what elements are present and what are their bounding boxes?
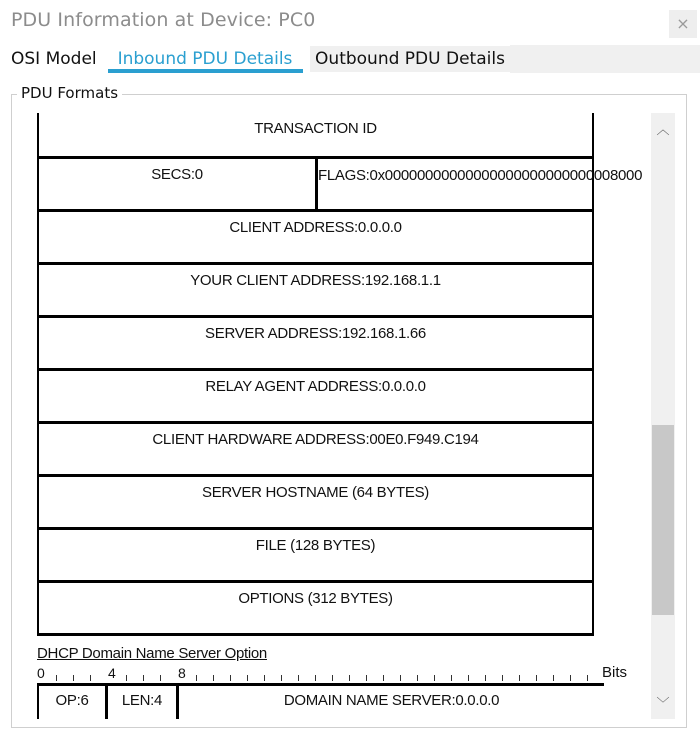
field-transaction-id: TRANSACTION ID — [254, 120, 377, 137]
ruler-label-4: 4 — [108, 665, 116, 681]
dhcp-pdu-diagram — [37, 113, 643, 636]
ruler-tick — [519, 675, 520, 681]
pdu-formats-label: PDU Formats — [17, 84, 122, 102]
ruler-tick — [400, 675, 401, 681]
ruler-tick — [366, 675, 367, 681]
ruler-tick — [281, 675, 282, 681]
ruler-tick — [213, 675, 214, 681]
ruler-tick — [536, 675, 537, 681]
ruler-tick — [502, 675, 503, 681]
bits-label: Bits — [602, 664, 628, 681]
field-file: FILE (128 BYTES) — [255, 537, 376, 554]
scrollbar-thumb[interactable] — [652, 425, 674, 615]
ruler-tick — [570, 675, 571, 681]
field-flags: FLAGS:0x00000000000000000000000000008000 — [318, 167, 643, 184]
field-secs: SECS:0 — [151, 166, 203, 183]
field-client-hardware-address: CLIENT HARDWARE ADDRESS:00E0.F949.C194 — [152, 431, 479, 448]
ruler-tick — [553, 675, 554, 681]
field-your-client-address: YOUR CLIENT ADDRESS:192.168.1.1 — [190, 272, 441, 289]
ruler-tick — [56, 675, 57, 681]
active-tab-indicator — [108, 69, 303, 73]
ruler-tick — [126, 675, 127, 681]
ruler-tick — [417, 675, 418, 681]
ruler-tick — [160, 675, 161, 681]
field-relay-agent-address: RELAY AGENT ADDRESS:0.0.0.0 — [205, 378, 426, 395]
ruler-tick — [587, 675, 588, 681]
ruler-tick — [349, 675, 350, 681]
scroll-up-icon[interactable]: ︿ — [656, 122, 670, 137]
field-op: OP:6 — [55, 692, 89, 709]
ruler-tick — [332, 675, 333, 681]
pdu-scroll-area[interactable] — [24, 113, 651, 719]
tab-inbound-pdu-details[interactable]: Inbound PDU Details — [117, 49, 293, 69]
ruler-tick — [451, 675, 452, 681]
bit-ruler — [37, 665, 637, 685]
field-server-address: SERVER ADDRESS:192.168.1.66 — [205, 325, 426, 342]
vertical-scrollbar[interactable] — [651, 113, 675, 719]
ruler-tick — [383, 675, 384, 681]
ruler-tick — [468, 675, 469, 681]
window-title: PDU Information at Device: PC0 — [11, 9, 316, 31]
dhcp-option-title: DHCP Domain Name Server Option — [37, 645, 267, 662]
field-client-address: CLIENT ADDRESS:0.0.0.0 — [229, 219, 402, 236]
ruler-label-0: 0 — [37, 665, 45, 681]
ruler-tick — [90, 675, 91, 681]
title-bar — [0, 0, 700, 42]
ruler-tick — [196, 675, 197, 681]
scroll-down-icon[interactable]: ﹀ — [656, 696, 670, 711]
tab-osi-model[interactable]: OSI Model — [11, 49, 97, 69]
ruler-tick — [73, 675, 74, 681]
ruler-tick — [230, 675, 231, 681]
field-options: OPTIONS (312 BYTES) — [238, 590, 393, 607]
dhcp-option-fields — [37, 683, 604, 719]
ruler-tick — [315, 675, 316, 681]
ruler-tick — [264, 675, 265, 681]
close-icon: × — [676, 14, 690, 33]
ruler-tick — [247, 675, 248, 681]
ruler-tick — [298, 675, 299, 681]
ruler-tick — [434, 675, 435, 681]
ruler-tick — [485, 675, 486, 681]
field-len: LEN:4 — [121, 692, 163, 709]
close-button[interactable] — [669, 10, 697, 38]
ruler-tick — [143, 675, 144, 681]
tab-outbound-pdu-details[interactable]: Outbound PDU Details — [310, 46, 510, 72]
tab-strip-background — [510, 45, 700, 73]
field-server-hostname: SERVER HOSTNAME (64 BYTES) — [202, 484, 429, 501]
field-domain-name-server: DOMAIN NAME SERVER:0.0.0.0 — [283, 692, 500, 709]
ruler-label-8: 8 — [178, 665, 186, 681]
